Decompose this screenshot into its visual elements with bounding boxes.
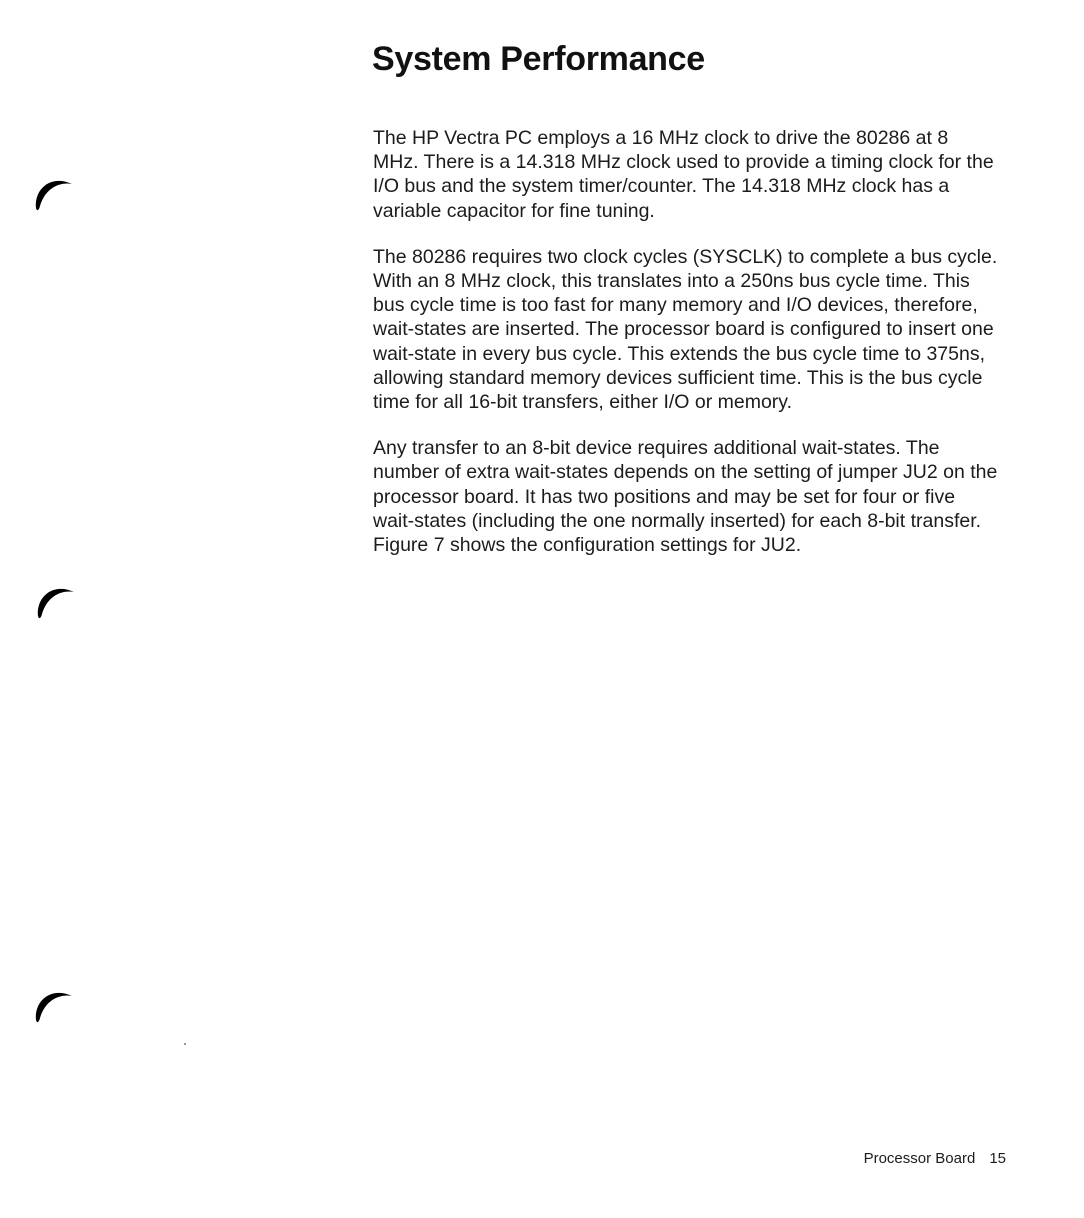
paragraph-clock: The HP Vectra PC employs a 16 MHz clock to drive the 80286 at 8 MHz. There is a 14.318 MHz clock used to provide a timing clock for the I/O bus and the system timer/counter. The 14.318 MHz clock has a variable capacitor for fine tuning. bbox=[373, 127, 994, 222]
page-number: 15 bbox=[989, 1150, 1006, 1167]
hole-punch-mark-top bbox=[32, 168, 78, 218]
scan-speck bbox=[184, 1043, 186, 1045]
paragraph-wait-states: Any transfer to an 8-bit device requires additional wait-states. The number of extra wait-states depends on the setting of jumper JU2 on the processor board. It has two positions and may be set for four or five wait-states (including the one normally inserted) for each 8-bit transfer. Figure 7 shows the configuration settings for JU2. bbox=[373, 437, 998, 557]
page-title: System Performance bbox=[372, 40, 705, 78]
footer-section-label: Processor Board bbox=[863, 1150, 976, 1167]
paragraph-bus-cycle: The 80286 requires two clock cycles (SYSCLK) to complete a bus cycle. With an 8 MHz clock, this translates into a 250ns bus cycle time. This bus cycle time is too fast for many memory and I/O devices, therefore, wait-states are inserted. The processor board is configured to insert one wait-state in every bus cycle. This extends the bus cycle time to 375ns, allowing standard memory devices sufficient time. This is the bus cycle time for all 16-bit transfers, either I/O or memory. bbox=[373, 245, 998, 414]
body-text bbox=[373, 126, 998, 579]
hole-punch-mark-middle bbox=[34, 576, 80, 626]
page-footer bbox=[864, 1150, 1006, 1167]
hole-punch-mark-bottom bbox=[32, 980, 78, 1030]
